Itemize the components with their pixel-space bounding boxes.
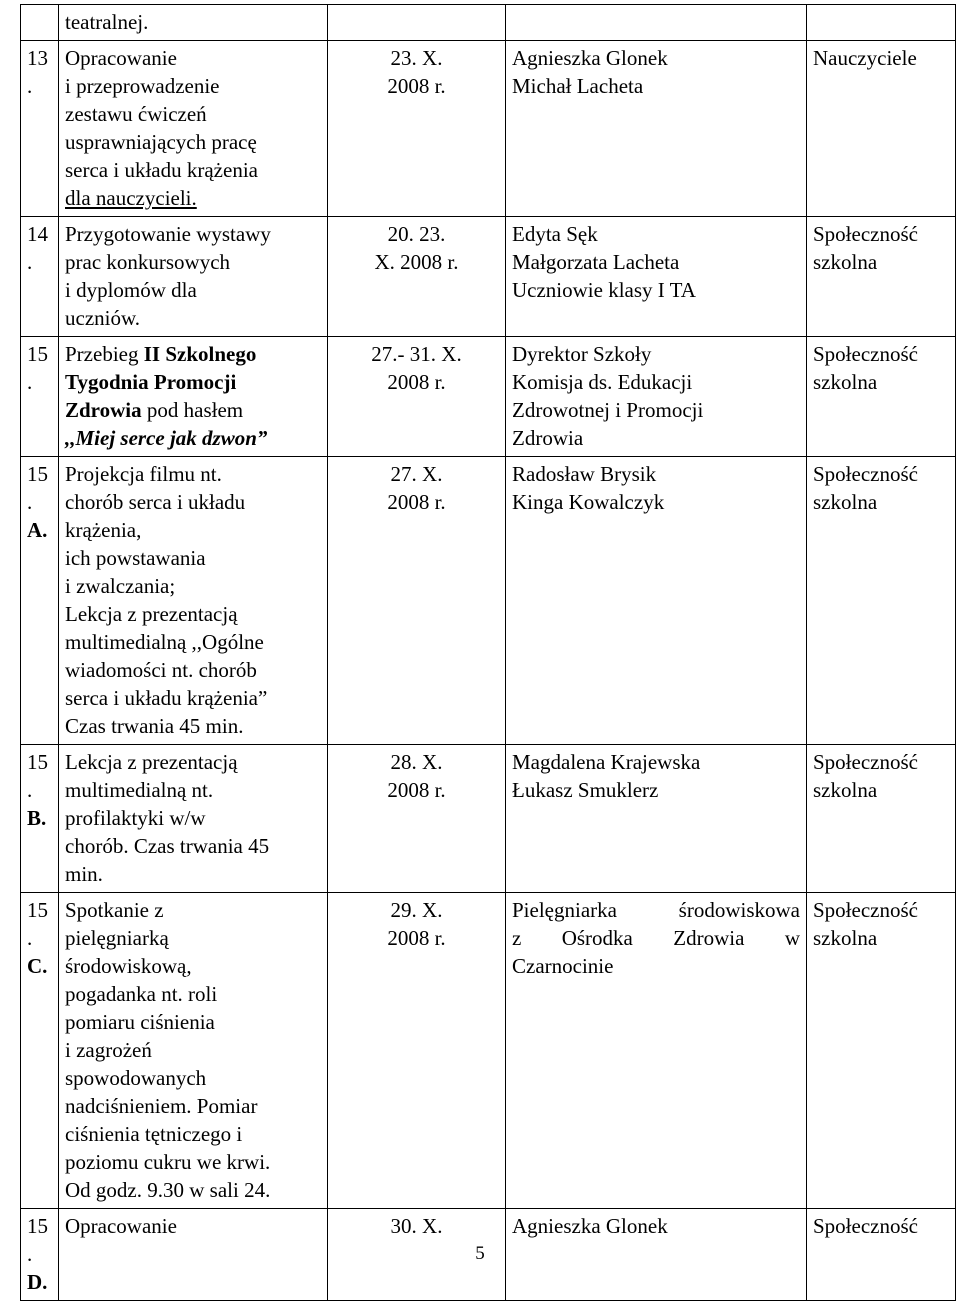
description-line: Opracowanie	[65, 46, 177, 70]
responsible-word: Zdrowia	[673, 926, 745, 950]
row-sub-number: C.	[27, 954, 48, 978]
description-line: multimedialną nt.	[65, 778, 214, 802]
row-sub-number: D.	[27, 1270, 48, 1294]
audience-line: szkolna	[813, 926, 878, 950]
responsible-line: Agnieszka Glonek	[512, 46, 668, 70]
responsible-line: Małgorzata Lacheta	[512, 250, 680, 274]
responsible-word: z	[512, 926, 522, 950]
responsible-line: Kinga Kowalczyk	[512, 490, 665, 514]
description-line: ciśnienia tętniczego i	[65, 1122, 243, 1146]
description-line: Opracowanie	[65, 1214, 177, 1238]
schedule-table	[20, 4, 956, 1301]
date-cell	[328, 893, 506, 1209]
responsible-line: Magdalena Krajewska	[512, 750, 701, 774]
audience-cell	[807, 217, 956, 337]
audience-line: Społeczność	[813, 750, 918, 774]
description-line: Spotkanie z	[65, 898, 164, 922]
row-number: 14.	[27, 222, 48, 274]
date-cell	[328, 217, 506, 337]
table-row	[21, 745, 956, 893]
table-row	[21, 337, 956, 457]
responsible-line: Zdrowotnej i Promocji	[512, 398, 704, 422]
date-line: X. 2008 r.	[374, 250, 459, 274]
description-line: serca i układu krążenia”	[65, 686, 268, 710]
responsible-line: Komisja ds. Edukacji	[512, 370, 693, 394]
description-fragment: pod hasłem	[141, 398, 244, 422]
date-cell	[328, 457, 506, 745]
responsible-line: Agnieszka Glonek	[512, 1214, 668, 1238]
description-line	[65, 424, 321, 452]
audience-cell	[807, 457, 956, 745]
description-line: Projekcja filmu nt.	[65, 462, 222, 486]
date-line: 2008 r.	[387, 74, 446, 98]
description-line: i zwalczania;	[65, 574, 176, 598]
row-number-cell	[21, 5, 59, 41]
audience-cell	[807, 41, 956, 217]
responsible-cell	[506, 457, 807, 745]
description-fragment: ,,Miej serce jak dzwon”	[65, 426, 268, 450]
description-line: Lekcja z prezentacją	[65, 602, 238, 626]
responsible-cell	[506, 41, 807, 217]
activity-description-cell	[59, 41, 328, 217]
responsible-word: Pielęgniarka	[512, 898, 617, 922]
schedule-body	[21, 5, 956, 1301]
activity-description-cell	[59, 745, 328, 893]
page-number: 5	[475, 1243, 485, 1264]
description-line: i dyplomów dla	[65, 278, 197, 302]
description-line: wiadomości nt. chorób	[65, 658, 257, 682]
row-number: 15.	[27, 898, 48, 950]
responsible-line: Dyrektor Szkoły	[512, 342, 652, 366]
responsible-line	[512, 924, 800, 952]
responsible-line: Uczniowie klasy I TA	[512, 278, 696, 302]
description-line: chorób. Czas trwania 45	[65, 834, 270, 858]
description-line	[65, 368, 321, 396]
row-number: 15.	[27, 750, 48, 802]
table-row	[21, 41, 956, 217]
description-line: Czas trwania 45 min.	[65, 714, 244, 738]
description-line: krążenia,	[65, 518, 142, 542]
table-row	[21, 5, 956, 41]
responsible-line: Łukasz Smuklerz	[512, 778, 659, 802]
date-cell	[328, 41, 506, 217]
audience-line: Nauczyciele	[813, 46, 917, 70]
description-line: prac konkursowych	[65, 250, 231, 274]
activity-description-cell	[59, 217, 328, 337]
date-line: 2008 r.	[387, 370, 446, 394]
description-line: pogadanka nt. roli	[65, 982, 218, 1006]
row-number-cell	[21, 457, 59, 745]
responsible-cell	[506, 893, 807, 1209]
description-line	[65, 396, 321, 424]
date-line: 2008 r.	[387, 778, 446, 802]
row-number-cell	[21, 41, 59, 217]
audience-line: Społeczność	[813, 898, 918, 922]
audience-cell	[807, 5, 956, 41]
description-line: nadciśnieniem. Pomiar	[65, 1094, 258, 1118]
row-number-cell	[21, 337, 59, 457]
description-line: dla nauczycieli.	[65, 186, 197, 210]
description-line: poziomu cukru we krwi.	[65, 1150, 271, 1174]
date-cell	[328, 745, 506, 893]
description-line: multimedialną ,,Ogólne	[65, 630, 264, 654]
responsible-word: Ośrodka	[561, 926, 633, 950]
responsible-line: Edyta Sęk	[512, 222, 598, 246]
responsible-cell	[506, 745, 807, 893]
table-row	[21, 217, 956, 337]
activity-description-cell	[59, 5, 328, 41]
responsible-line: Michał Lacheta	[512, 74, 644, 98]
description-line: pielęgniarką	[65, 926, 169, 950]
description-line: chorób serca i układu	[65, 490, 246, 514]
description-line: min.	[65, 862, 103, 886]
audience-line: Społeczność	[813, 342, 918, 366]
responsible-line: Zdrowia	[512, 426, 584, 450]
audience-line: Społeczność	[813, 462, 918, 486]
date-line: 27.- 31. X.	[371, 342, 462, 366]
description-line: Lekcja z prezentacją	[65, 750, 238, 774]
row-number: 15.	[27, 1214, 48, 1266]
audience-line: Społeczność	[813, 222, 918, 246]
description-line: spowodowanych	[65, 1066, 207, 1090]
date-line: 20. 23.	[387, 222, 446, 246]
description-line: Przygotowanie wystawy	[65, 222, 271, 246]
description-fragment: II Szkolnego	[143, 342, 257, 366]
date-line: 27. X.	[390, 462, 443, 486]
activity-description-cell	[59, 337, 328, 457]
row-number-cell	[21, 217, 59, 337]
responsible-cell	[506, 217, 807, 337]
row-number: 15.	[27, 342, 48, 394]
description-line: pomiaru ciśnienia	[65, 1010, 215, 1034]
responsible-line	[512, 896, 800, 924]
audience-line: Społeczność	[813, 1214, 918, 1238]
date-line: 30. X.	[390, 1214, 443, 1238]
responsible-cell	[506, 5, 807, 41]
description-fragment: Zdrowia	[65, 398, 142, 422]
date-line: 28. X.	[390, 750, 443, 774]
description-line	[65, 340, 321, 368]
date-line: 23. X.	[390, 46, 443, 70]
table-row	[21, 893, 956, 1209]
responsible-word: w	[784, 926, 800, 950]
activity-description-cell	[59, 457, 328, 745]
description-line: ich powstawania	[65, 546, 206, 570]
audience-cell	[807, 745, 956, 893]
table-row	[21, 457, 956, 745]
description-line: serca i układu krążenia	[65, 158, 258, 182]
row-number: 15.	[27, 462, 48, 514]
audience-line: szkolna	[813, 250, 878, 274]
responsible-cell	[506, 337, 807, 457]
description-line: usprawniających pracę	[65, 130, 257, 154]
description-fragment: Przebieg	[65, 342, 144, 366]
date-cell	[328, 337, 506, 457]
audience-line: szkolna	[813, 370, 878, 394]
description-line: i przeprowadzenie	[65, 74, 220, 98]
audience-line: szkolna	[813, 490, 878, 514]
description-line: i zagrożeń	[65, 1038, 152, 1062]
responsible-word: środowiskowa	[678, 898, 800, 922]
date-line: 2008 r.	[387, 926, 446, 950]
description-line: Od godz. 9.30 w sali 24.	[65, 1178, 271, 1202]
audience-cell	[807, 337, 956, 457]
description-line: środowiskową,	[65, 954, 192, 978]
responsible-line: Czarnocinie	[512, 954, 614, 978]
audience-line: szkolna	[813, 778, 878, 802]
description-line: profilaktyki w/w	[65, 806, 206, 830]
row-sub-number: B.	[27, 806, 47, 830]
responsible-line: Radosław Brysik	[512, 462, 657, 486]
row-number-cell	[21, 893, 59, 1209]
date-line: 2008 r.	[387, 490, 446, 514]
description-fragment: Tygodnia Promocji	[65, 370, 237, 394]
row-number: 13.	[27, 46, 48, 98]
description-line: uczniów.	[65, 306, 141, 330]
description-line: zestawu ćwiczeń	[65, 102, 207, 126]
activity-description-cell	[59, 893, 328, 1209]
row-sub-number: A.	[27, 518, 48, 542]
audience-cell	[807, 893, 956, 1209]
row-number-cell	[21, 745, 59, 893]
date-line: 29. X.	[390, 898, 443, 922]
date-cell	[328, 5, 506, 41]
description-line: teatralnej.	[65, 10, 149, 34]
